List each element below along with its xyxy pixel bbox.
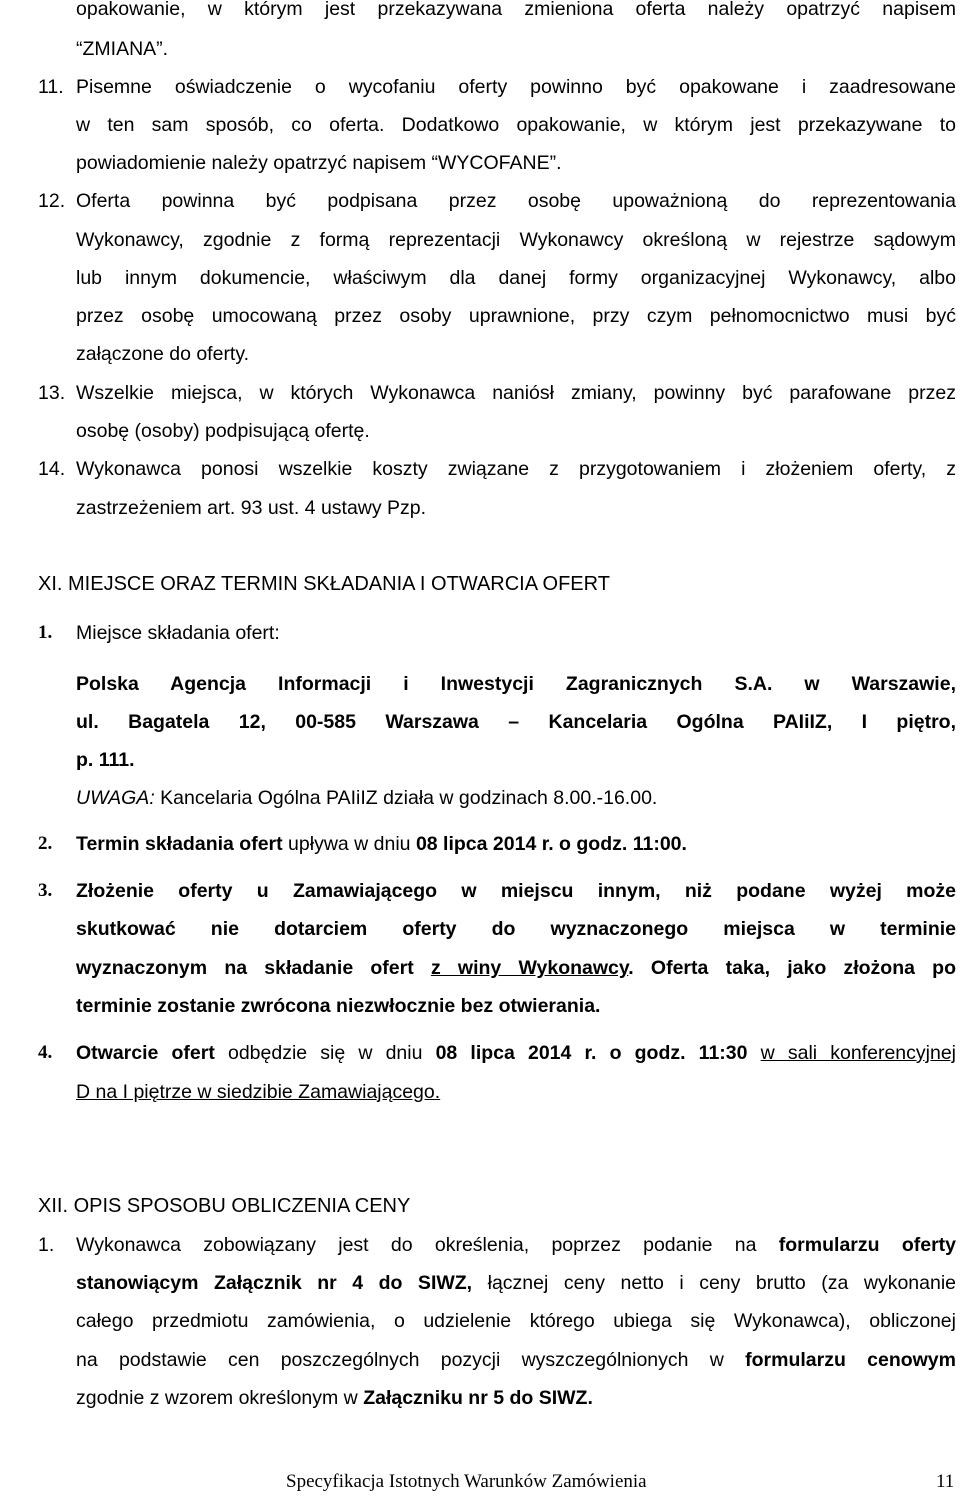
text-fragment: upływa w dniu	[282, 833, 416, 855]
text-fragment: zgodnie z wzorem określonym w	[76, 1387, 364, 1409]
text-line: w ten sam sposób, co oferta. Dodatkowo opakowanie, w którym jest przekazywane to	[76, 114, 956, 136]
text-line: załączone do oferty.	[76, 343, 250, 365]
text-line: opakowanie, w którym jest przekazywana zmieniona oferta należy opatrzyć napisem	[76, 0, 956, 20]
footer-title: Specyfikacja Istotnych Warunków Zamówienia	[286, 1471, 647, 1492]
text-line: Miejsce składania ofert:	[76, 622, 280, 644]
text-fragment: Otwarcie ofert	[76, 1042, 215, 1064]
address-line: Polska Agencja Informacji i Inwestycji Zagranicznych S.A. w Warszawie,	[76, 673, 956, 695]
deadline-date: 08 lipca 2014 r. o godz. 11:00.	[415, 833, 687, 855]
text-fragment: stanowiącym Załącznik nr 4 do SIWZ,	[76, 1272, 473, 1294]
text-line	[76, 832, 687, 856]
text-fragment: 08 lipca 2014 r. o godz. 11:30	[435, 1042, 748, 1064]
text-line: Wszelkie miejsca, w których Wykonawca naniósł zmiany, powinny być parafowane przez	[76, 382, 956, 404]
text-fragment: Załączniku nr 5 do SIWZ.	[363, 1387, 593, 1409]
text-line	[76, 956, 956, 980]
text-line	[76, 1271, 956, 1295]
note-line	[76, 786, 657, 810]
text-line: zastrzeżeniem art. 93 ust. 4 ustawy Pzp.	[76, 497, 427, 519]
text-line: powiadomienie należy opatrzyć napisem “WYCOFANE”.	[76, 152, 562, 174]
text-fragment: łącznej ceny netto i ceny brutto (za wykonanie	[472, 1272, 957, 1294]
section-heading: XII. OPIS SPOSOBU OBLICZENIA CENY	[38, 1195, 411, 1217]
address-line: p. 111.	[76, 749, 135, 771]
text-line: lub innym dokumencie, właściwym dla danej formy organizacyjnej Wykonawcy, albo	[76, 267, 956, 289]
text-line	[76, 1386, 593, 1410]
note-label: UWAGA:	[76, 787, 155, 809]
deadline-label: Termin składania ofert	[76, 833, 283, 855]
text-fragment: na podstawie cen poszczególnych pozycji wyszczególnionych w	[76, 1349, 746, 1371]
underlined-fragment: z winy Wykonawcy	[430, 957, 629, 979]
text-line: Złożenie oferty u Zamawiającego w miejscu innym, niż podane wyżej może	[76, 880, 956, 902]
text-line	[76, 1041, 956, 1065]
item-number: 12.	[38, 190, 66, 212]
page-number: 11	[936, 1471, 955, 1492]
section-heading: XI. MIEJSCE ORAZ TERMIN SKŁADANIA I OTWARCIA OFERT	[38, 573, 610, 595]
item-number: 14.	[38, 458, 66, 480]
text-fragment: formularzu oferty	[778, 1234, 957, 1256]
text-fragment: odbędzie się w dniu	[214, 1042, 436, 1064]
text-line: D na I piętrze w siedzibie Zamawiającego.	[76, 1081, 441, 1103]
text-fragment	[747, 1042, 760, 1064]
text-fragment: . Oferta taka, jako złożona po	[628, 957, 956, 979]
text-line: “ZMIANA”.	[76, 38, 169, 60]
text-line: skutkować nie dotarciem oferty do wyznaczonego miejsca w terminie	[76, 918, 956, 940]
text-line	[76, 1233, 956, 1257]
item-number: 13.	[38, 382, 66, 404]
item-number: 1.	[38, 1234, 55, 1256]
text-line: Wykonawca ponosi wszelkie koszty związane z przygotowaniem i złożeniem oferty, z	[76, 458, 956, 480]
text-line: przez osobę umocowaną przez osoby uprawnione, przy czym pełnomocnictwo musi być	[76, 305, 956, 327]
text-line: osobę (osoby) podpisującą ofertę.	[76, 420, 370, 442]
text-line: terminie zostanie zwrócona niezwłocznie bez otwierania.	[76, 995, 601, 1017]
text-line	[76, 1348, 956, 1372]
address-line: ul. Bagatela 12, 00-585 Warszawa – Kancelaria Ogólna PAIiIZ, I piętro,	[76, 711, 956, 733]
text-fragment: wyznaczonym na składanie ofert	[76, 957, 431, 979]
text-line: Pisemne oświadczenie o wycofaniu oferty powinno być opakowane i zaadresowane	[76, 76, 956, 98]
text-line: Oferta powinna być podpisana przez osobę upoważnioną do reprezentowania	[76, 190, 956, 212]
underlined-fragment: w sali konferencyjnej	[760, 1042, 957, 1064]
item-number: 2.	[38, 833, 53, 854]
item-number: 1.	[38, 622, 53, 643]
note-text: Kancelaria Ogólna PAIiIZ działa w godzinach 8.00.-16.00.	[154, 787, 658, 809]
item-number: 4.	[38, 1042, 53, 1063]
item-number: 3.	[38, 880, 53, 901]
text-fragment: formularzu cenowym	[745, 1349, 956, 1371]
text-line: całego przedmiotu zamówienia, o udzielenie którego ubiega się Wykonawca), obliczonej	[76, 1310, 956, 1332]
text-fragment: Wykonawca zobowiązany jest do określenia, poprzez podanie na	[76, 1234, 779, 1256]
text-line: Wykonawcy, zgodnie z formą reprezentacji Wykonawcy określoną w rejestrze sądowym	[76, 229, 956, 251]
item-number: 11.	[38, 76, 64, 98]
